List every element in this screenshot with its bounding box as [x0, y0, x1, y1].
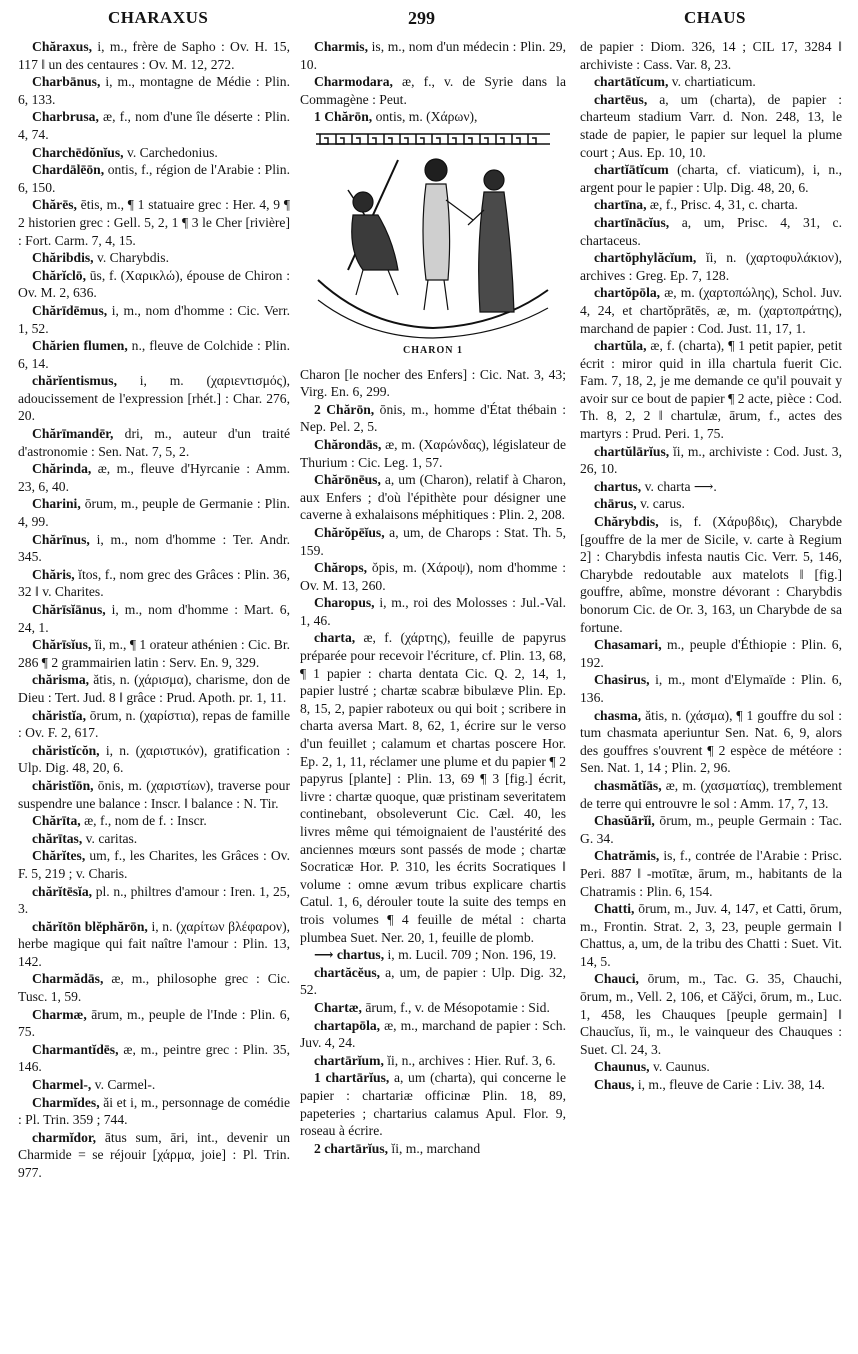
entry-definition: ētis, m., ¶ 1 statuaire grec : Her. 4, 9 ¶ 2 historien grec : Gell. 5, 2, 1 ¶ 3 le Cher [rivière] : Fort. Carm. 7, 4, 15. — [18, 197, 290, 248]
vase-painting-image — [308, 130, 558, 340]
dictionary-entry — [580, 1076, 842, 1094]
entry-headword: chartŭlārĭus, — [594, 443, 670, 459]
dictionary-entry — [300, 559, 566, 594]
dictionary-entry — [18, 302, 290, 337]
entry-headword: chărĭtōn blĕphărōn, — [32, 918, 148, 934]
entry-definition: æ, f., nom d'une île déserte : Plin. 4, 74. — [18, 109, 290, 142]
dictionary-entry — [300, 73, 566, 108]
dictionary-entry — [18, 495, 290, 530]
dictionary-entry — [580, 847, 842, 900]
entry-definition: ōrum, m., peuple Germain : Tac. G. 34. — [580, 813, 842, 846]
dictionary-entry — [300, 436, 566, 471]
column-middle-bottom — [300, 401, 566, 1158]
entry-definition: ārum, m., peuple de l'Inde : Plin. 6, 75. — [18, 1006, 290, 1040]
entry-headword: chărītas, — [32, 830, 83, 846]
entry-definition: æ, m., fleuve d'Hyrcanie : Amm. 23, 6, 40. — [18, 461, 290, 494]
entry-headword: Chăris, — [32, 566, 75, 582]
dictionary-entry — [580, 707, 842, 777]
entry-definition: æ, f. (charta), ¶ 1 petit papier, petit écrit : miror quid in illa chartula fuerit Cic. Fam. 7, 18, 2, je me demande ce qu'il pouvait y avoir sur ce bout de papier ¶ 2 acte, pièce : Cod. Th. 8, 2, 2 ‖ chartulæ, ārum, f., actes des martyrs : Prud. Peri. 1, 75. — [580, 338, 842, 442]
entry-headword: chartăcĕus, — [314, 964, 381, 980]
page-number: 299 — [408, 8, 435, 28]
entry-headword: chartātĭcum, — [594, 74, 669, 90]
dictionary-entry — [18, 970, 290, 1005]
entry-definition: i, m. Lucil. 709 ; Non. 196, 19. — [384, 947, 557, 963]
entry-definition: ūs, f. (Χαρικλώ), épouse de Chiron : Ov. M. 2, 636. — [18, 267, 290, 301]
dictionary-entry — [18, 1076, 290, 1094]
entry-headword: chasmătĭās, — [594, 777, 662, 793]
entry-headword: Chărīsĭānus, — [32, 602, 106, 617]
entry-headword: chărĭentismus, — [32, 373, 117, 389]
entry-definition: m., peuple d'Éthiopie : Plin. 6, 192. — [580, 637, 842, 670]
column-right-body — [580, 73, 842, 1093]
dictionary-entry — [580, 284, 842, 337]
entry-definition: i, n. (χαριστικόν), gratification : Ulp. Dig. 48, 20, 6. — [18, 742, 290, 776]
entry-headword: Charmĭdes, — [32, 1094, 100, 1110]
entry-headword: Charmis, — [314, 39, 368, 54]
entry-definition: i, m., nom d'homme : Cic. Verr. 1, 52. — [18, 302, 290, 336]
dictionary-entry — [580, 900, 842, 970]
entry-definition: ōrum, n. (χαρίστια), repas de famille : Ov. F. 2, 617. — [18, 707, 290, 741]
dictionary-entry — [18, 267, 290, 302]
continued-entry: de papier : Diom. 326, 14 ; CIL 17, 3284 ‖ archiviste : Cass. Var. 8, 23. — [580, 39, 842, 72]
entry-definition: æ, f. (χάρτης), feuille de papyrus préparée pour recevoir l'écriture, cf. Plin. 13, 68, ¶ 1 papier : charta dentata Cic. Q. 2, 14, 1, papier lustré ; chartæ scabræ bibulæve Plin. Ep. 8, 15, 2, papier raboteux ou qui boit ; scribere in charta aversa Mart. 8, 62, 1, écrire sur le verso d'un feuillet ; calamum et chartas poscere Hor. Ep. 2, 1, 11, réclamer une plume et du papier ¶ 2 papyrus [plante] : Plin. 13, 69 ¶ 3 [fig.] écrit, livre : chartæ quoque, quæ pristinam severitatem continebant, obsoleverunt Cic. Cæl. 40, les livres même qui témoignaient de l'austérité des anciennes mœurs sont passés de mode ; chartæ Socraticæ Hor. P. 310, les écrits Socratiques ‖ volume : omne ævum tribus explicare chartis Catul. 1, 6, dérouler toute la suite des temps en trois volumes ¶ 4 feuille de métal : charta plumbea Suet. Ner. 20, 1, feuille de plomb. — [300, 630, 566, 945]
column-right — [580, 38, 842, 1348]
charon-definition: Charon [le nocher des Enfers] : Cic. Nat. 3, 43; Virg. En. 6, 299. — [300, 366, 566, 400]
entry-headword: Chărōnēus, — [314, 472, 381, 488]
entry-definition: i, m. (χαριεντισμός), adoucissement de l'expression [rhét.] : Char. 276, 20. — [18, 373, 290, 424]
dictionary-entry — [18, 108, 290, 143]
dictionary-entry — [300, 999, 566, 1017]
entry-definition: a, um (charta), qui concerne le papier : chartariæ officinæ Plin. 18, 89, papeteries ; chartarius calamus Apul. Flor. 9, roseau à écrire. — [300, 1070, 566, 1139]
entry-definition: i, m., montagne de Médie : Plin. 6, 133. — [18, 74, 290, 107]
dictionary-entry — [18, 73, 290, 108]
dictionary-entry — [18, 1006, 290, 1041]
dictionary-entry — [18, 337, 290, 372]
entry-headword: Charmel-, — [32, 1077, 92, 1093]
dictionary-entry — [18, 883, 290, 918]
entry-definition: i, n. (χαρίτων βλέφαρον), herbe magique qui fait naître l'amour : Plin. 13, 142. — [18, 918, 290, 969]
charon-illustration — [300, 130, 566, 360]
entry-headword: chārus, — [594, 496, 637, 512]
entry-definition: v. carus. — [636, 496, 685, 512]
dictionary-entry — [18, 249, 290, 267]
entry-headword: 2 Chărōn, — [314, 401, 375, 417]
dictionary-entry — [18, 196, 290, 249]
dictionary-entry — [300, 1052, 566, 1070]
dictionary-entry — [300, 629, 566, 946]
dictionary-entry — [580, 970, 842, 1058]
dictionary-entry — [18, 671, 290, 706]
entry-headword: Chasirus, — [594, 672, 650, 688]
dictionary-entry — [18, 601, 290, 636]
entry-headword: chăristĭcŏn, — [32, 742, 100, 758]
entry-headword: Chărĭtes, — [32, 848, 86, 864]
entry-headword: Chărīnus, — [32, 531, 90, 547]
entry-headword: ⟶ chartus, — [314, 947, 385, 963]
entry-definition: i, m., frère de Sapho : Ov. H. 15, 117 ‖ un des centaures : Ov. M. 12, 272. — [18, 39, 290, 72]
left-guide-word: CHARAXUS — [108, 8, 209, 27]
entry-definition: n., fleuve de Colchide : Plin. 6, 14. — [18, 338, 290, 371]
dictionary-entry — [18, 144, 290, 162]
entry-definition: v. Carchedonius. — [123, 144, 218, 160]
entry-headword: Chărops, — [314, 560, 368, 576]
entry-definition: a, um, de Charops : Stat. Th. 5, 159. — [300, 524, 566, 558]
entry-definition: ōrum, m., Juv. 4, 147, et Catti, ōrum, m., Frontin. Strat. 2, 3, 23, peuple germain ‖ Chattus, a, um, de la tribu des Chatti : Suet. Vit. 14, 5. — [580, 901, 842, 969]
entry-definition: ătis, n. (χάσμα), ¶ 1 gouffre du sol : tum chasmata aperiuntur Sen. Nat. 6, 9, alors des gouffres s'ouvrent ¶ 2 espèce de météore : Sen. Nat. 1, 14 ; Plin. 2, 96. — [580, 707, 842, 776]
dictionary-entry — [300, 1017, 566, 1052]
dictionary-entry — [18, 847, 290, 882]
dictionary-entry — [18, 830, 290, 848]
entry-headword: chartārĭum, — [314, 1052, 384, 1068]
dictionary-entry — [18, 161, 290, 196]
dictionary-entry — [300, 401, 566, 436]
entry-headword: chartŏphylăcĭum, — [594, 250, 697, 266]
dictionary-entry — [300, 108, 566, 126]
entry-headword: Chărondās, — [314, 436, 382, 452]
entry-headword: Charmădās, — [32, 971, 104, 987]
dictionary-entry — [580, 513, 842, 636]
dictionary-entry — [18, 1094, 290, 1129]
entry-headword: chartīna, — [594, 197, 647, 213]
entry-headword: Chardālēōn, — [32, 162, 105, 178]
entry-headword: Chărinda, — [32, 461, 92, 477]
entry-definition: is, m., nom d'un médecin : Plin. 29, 10. — [300, 39, 566, 72]
entry-definition: (charta, cf. viaticum), i, n., argent pour le papier : Ulp. Dig. 48, 20, 6. — [580, 162, 842, 195]
entry-headword: chartŭla, — [594, 338, 647, 354]
entry-headword: charmĭdor, — [32, 1129, 97, 1145]
dictionary-entry — [300, 1140, 566, 1158]
entry-headword: Chărīmandēr, — [32, 426, 114, 442]
entry-headword: chartĭātĭcum — [594, 162, 669, 178]
entry-headword: chartapōla, — [314, 1017, 381, 1033]
entry-definition: æ, f., nom de f. : Inscr. — [80, 813, 207, 829]
dictionary-entry — [18, 742, 290, 777]
dictionary-entry — [580, 91, 842, 161]
dictionary-entry — [300, 594, 566, 629]
dictionary-entry — [18, 1041, 290, 1076]
entry-definition: ĭtos, f., nom grec des Grâces : Plin. 36, 32 ‖ v. Charites. — [18, 566, 290, 600]
column-middle — [300, 38, 566, 1348]
right-guide-word: CHAUS — [684, 8, 747, 27]
entry-definition: ontis, m. (Χάρων), — [372, 109, 478, 125]
entry-headword: chărĭtēsĭa, — [32, 883, 93, 899]
entry-definition: æ, m., marchand de papier : Sch. Juv. 4, 24. — [300, 1017, 566, 1051]
entry-headword: Charini, — [32, 496, 81, 512]
entry-definition: æ, f., Prisc. 4, 31, c. charta. — [646, 197, 798, 213]
dictionary-entry — [580, 249, 842, 284]
entry-definition: ātus sum, āri, int., devenir un Charmide = se réjouir [χάρμα, joie] : Pl. Trin. 977. — [18, 1129, 290, 1180]
dictionary-entry — [18, 38, 290, 73]
entry-headword: Charchēdŏnĭus, — [32, 144, 124, 160]
running-header — [0, 8, 858, 36]
entry-definition: a, um (Charon), relatif à Charon, aux Enfers ; d'où l'épithète pour désigner une caverne à exhalaisons méphitiques : Plin. 2, 208. — [300, 472, 566, 523]
dictionary-entry — [300, 524, 566, 559]
entry-definition: is, f., contrée de l'Arabie : Prisc. Peri. 887 ‖ -motītæ, ārum, m., habitants de la Chatramis : Plin. 6, 154. — [580, 848, 842, 899]
entry-headword: Chaunus, — [594, 1059, 650, 1075]
dictionary-entry — [300, 38, 566, 73]
dictionary-entry — [18, 812, 290, 830]
entry-headword: Chărybdis, — [594, 514, 659, 530]
dictionary-entry — [580, 196, 842, 214]
entry-headword: Chărīta, — [32, 813, 81, 829]
dictionary-entry — [580, 777, 842, 812]
entry-definition: i, m., fleuve de Carie : Liv. 38, 14. — [634, 1077, 825, 1093]
entry-definition: ătis, n. (χάρισμα), charisme, don de Dieu : Tert. Jud. 8 ‖ grâce : Prud. Apoth. pr. 1, 11. — [18, 672, 290, 705]
entry-definition: pl. n., philtres d'amour : Iren. 1, 25, 3. — [18, 883, 290, 917]
entry-headword: Chărŏpēĭus, — [314, 524, 385, 540]
entry-headword: Charbrusa, — [32, 109, 99, 125]
entry-headword: chăristĭa, — [32, 707, 86, 723]
entry-headword: Chartæ, — [314, 999, 362, 1015]
dictionary-entry — [580, 443, 842, 478]
entry-definition: ăi et i, m., personnage de comédie : Pl. Trin. 359 ; 744. — [18, 1094, 290, 1128]
dictionary-entry — [580, 636, 842, 671]
entry-headword: Charmantĭdēs, — [32, 1041, 119, 1057]
entry-definition: v. Carmel-. — [91, 1077, 156, 1093]
entry-headword: Charmæ, — [32, 1006, 87, 1022]
dictionary-entry — [18, 460, 290, 495]
dictionary-entry — [18, 425, 290, 460]
entry-headword: Charbānus, — [32, 74, 101, 90]
entry-definition: dri, m., auteur d'un traité d'astronomie : Sen. Nat. 7, 5, 2. — [18, 426, 290, 459]
dictionary-entry — [580, 73, 842, 91]
figure-caption: CHARON 1 — [403, 344, 463, 356]
entry-headword: Chăraxus, — [32, 39, 93, 54]
entry-headword: chartēus, — [594, 91, 648, 107]
entry-headword: Chăribdis, — [32, 250, 94, 266]
entry-definition: ĭi, n. (χαρτοφυλάκιον), archives : Greg. Ep. 7, 128. — [580, 250, 842, 283]
entry-definition: a, um (charta), de papier : charteum stadium Varr. d. Non. 248, 13, le stade de papier, le papier sur lequel la plume court ; Aus. Ep. 10, 10. — [580, 91, 842, 160]
dictionary-entry — [18, 918, 290, 971]
entry-definition: v. Charybdis. — [93, 250, 169, 266]
entry-headword: Chatti, — [594, 901, 635, 917]
dictionary-entry — [580, 1058, 842, 1076]
entry-definition: v. chartiaticum. — [668, 74, 756, 90]
entry-headword: chasma, — [594, 707, 642, 723]
entry-definition: ĭi, m., archiviste : Cod. Just. 3, 26, 10. — [580, 443, 842, 477]
entry-definition: i, m., roi des Molosses : Jul.-Val. 1, 46. — [300, 595, 566, 628]
entry-definition: æ, m., peintre grec : Plin. 35, 146. — [18, 1041, 290, 1075]
column-middle-top — [300, 38, 566, 126]
entry-definition: æ, m., philosophe grec : Cic. Tusc. 1, 59. — [18, 971, 290, 1005]
entry-definition: ontis, f., région de l'Arabie : Plin. 6, 150. — [18, 162, 290, 195]
entry-definition: ĭi, m., marchand — [388, 1140, 481, 1156]
entry-headword: chartīnācĭus, — [594, 214, 670, 230]
entry-definition: ĭi, n., archives : Hier. Ruf. 3, 6. — [383, 1052, 556, 1068]
entry-headword: charta, — [314, 630, 356, 646]
entry-definition: a, um, Prisc. 4, 31, c. chartaceus. — [580, 214, 842, 248]
entry-headword: Chaus, — [594, 1077, 635, 1093]
entry-headword: Chasamari, — [594, 637, 662, 653]
dictionary-entry — [580, 812, 842, 847]
dictionary-entry — [580, 495, 842, 513]
entry-headword: Charmodara, — [314, 74, 393, 90]
entry-definition: æ, m. (χασματίας), tremblement de terre qui entrouvre le sol : Amm. 17, 7, 13. — [580, 777, 842, 811]
dictionary-entry — [18, 566, 290, 601]
entry-definition: ĭi, m., ¶ 1 orateur athénien : Cic. Br. 286 ¶ 2 grammairien latin : Serv. En. 9, 329. — [18, 637, 290, 670]
entry-definition: æ, m. (Χαρώνδας), législateur de Thurium : Cic. Leg. 1, 57. — [300, 436, 566, 470]
dictionary-entry — [580, 671, 842, 706]
entry-definition: a, um, de papier : Ulp. Dig. 32, 52. — [300, 964, 566, 998]
entry-headword: Chatrămis, — [594, 848, 660, 864]
entry-headword: 1 chartārĭus, — [314, 1070, 390, 1086]
dictionary-entry — [300, 1069, 566, 1139]
entry-definition: v. Caunus. — [649, 1059, 710, 1075]
dictionary-entry — [580, 478, 842, 496]
entry-definition: um, f., les Charites, les Grâces : Ov. F. 5, 219 ; v. Charis. — [18, 848, 290, 881]
dictionary-entry — [18, 777, 290, 812]
entry-headword: chărisma, — [32, 672, 90, 688]
entry-headword: Chauci, — [594, 971, 639, 987]
entry-headword: 1 Chărōn, — [314, 109, 373, 125]
entry-headword: Chărien flumen, — [32, 338, 128, 354]
entry-definition: v. caritas. — [82, 830, 138, 846]
dictionary-entry — [580, 214, 842, 249]
entry-definition: v. charta ⟶. — [641, 478, 717, 494]
entry-definition: i, m., mont d'Elymaïde : Plin. 6, 136. — [580, 672, 842, 705]
dictionary-entry — [300, 964, 566, 999]
entry-headword: chartŏpōla, — [594, 285, 661, 301]
dictionary-entry — [18, 707, 290, 742]
dictionary-entry — [18, 1129, 290, 1182]
dictionary-entry — [300, 946, 566, 964]
dictionary-entry — [580, 337, 842, 443]
entry-definition: æ, f., v. de Syrie dans la Commagène : Peut. — [300, 74, 566, 107]
entry-headword: Chasŭārĭi, — [594, 813, 655, 829]
entry-definition: ōrum, m., Tac. G. 35, Chauchi, ōrum, m., Vell. 2, 106, et Căўci, ōrum, m., Luc. 1, 458, les Chauques [peuple germain] ‖ Chaucĭus, ĭi, m., le vainqueur des Chauques : Suet. Cl. 24, 3. — [580, 971, 842, 1057]
dictionary-entry — [18, 636, 290, 671]
entry-definition: æ, m. (χαρτοπώλης), Schol. Juv. 4, 24, et chartŏprātēs, æ, m. (χαρτοπράτης), marchand de papier : Cod. Just. 11, 17, 1. — [580, 285, 842, 336]
dictionary-entry — [18, 531, 290, 566]
entry-headword: Chărēs, — [32, 197, 77, 213]
entry-headword: Chărīsĭus, — [32, 637, 92, 653]
entry-headword: Chărĭclō, — [32, 267, 86, 283]
entry-definition: i, m., nom d'homme : Mart. 6, 24, 1. — [18, 602, 290, 635]
entry-headword: chăristĭōn, — [32, 777, 94, 793]
entry-headword: 2 chartārĭus, — [314, 1140, 389, 1156]
dictionary-entry — [18, 372, 290, 425]
entry-definition: ōnis, m. (χαριστίων), traverse pour suspendre une balance : Inscr. ‖ balance : N. Tir. — [18, 777, 290, 811]
column-left — [18, 38, 290, 1348]
entry-definition: ārum, f., v. de Mésopotamie : Sid. — [361, 999, 550, 1015]
dictionary-entry — [580, 161, 842, 196]
entry-headword: Chărīdēmus, — [32, 302, 108, 318]
entry-definition: ōrum, m., peuple de Germanie : Plin. 4, 99. — [18, 496, 290, 530]
entry-definition: ŏpis, m. (Χάροψ), nom d'homme : Ov. M. 13, 260. — [300, 560, 566, 593]
entry-definition: ōnis, m., homme d'État thébain : Nep. Pel. 2, 5. — [300, 401, 566, 435]
entry-definition: is, f. (Χάρυβδις), Charybde [gouffre de la mer de Sicile, v. carte à Regium 2] : Charybdis infesta nautis Cic. Verr. 5, 146, Charybde redoutable aux matelots ‖ [fig.] gouffre, abîme, monstre dévorant : Charybdis bonorum Cic. de Or. 3, 163, un Charybde de sa fortune. — [580, 514, 842, 635]
entry-headword: chartus, — [594, 478, 642, 494]
entry-headword: Charopus, — [314, 595, 375, 611]
dictionary-entry — [300, 471, 566, 524]
entry-definition: i, m., nom d'homme : Ter. Andr. 345. — [18, 531, 290, 565]
